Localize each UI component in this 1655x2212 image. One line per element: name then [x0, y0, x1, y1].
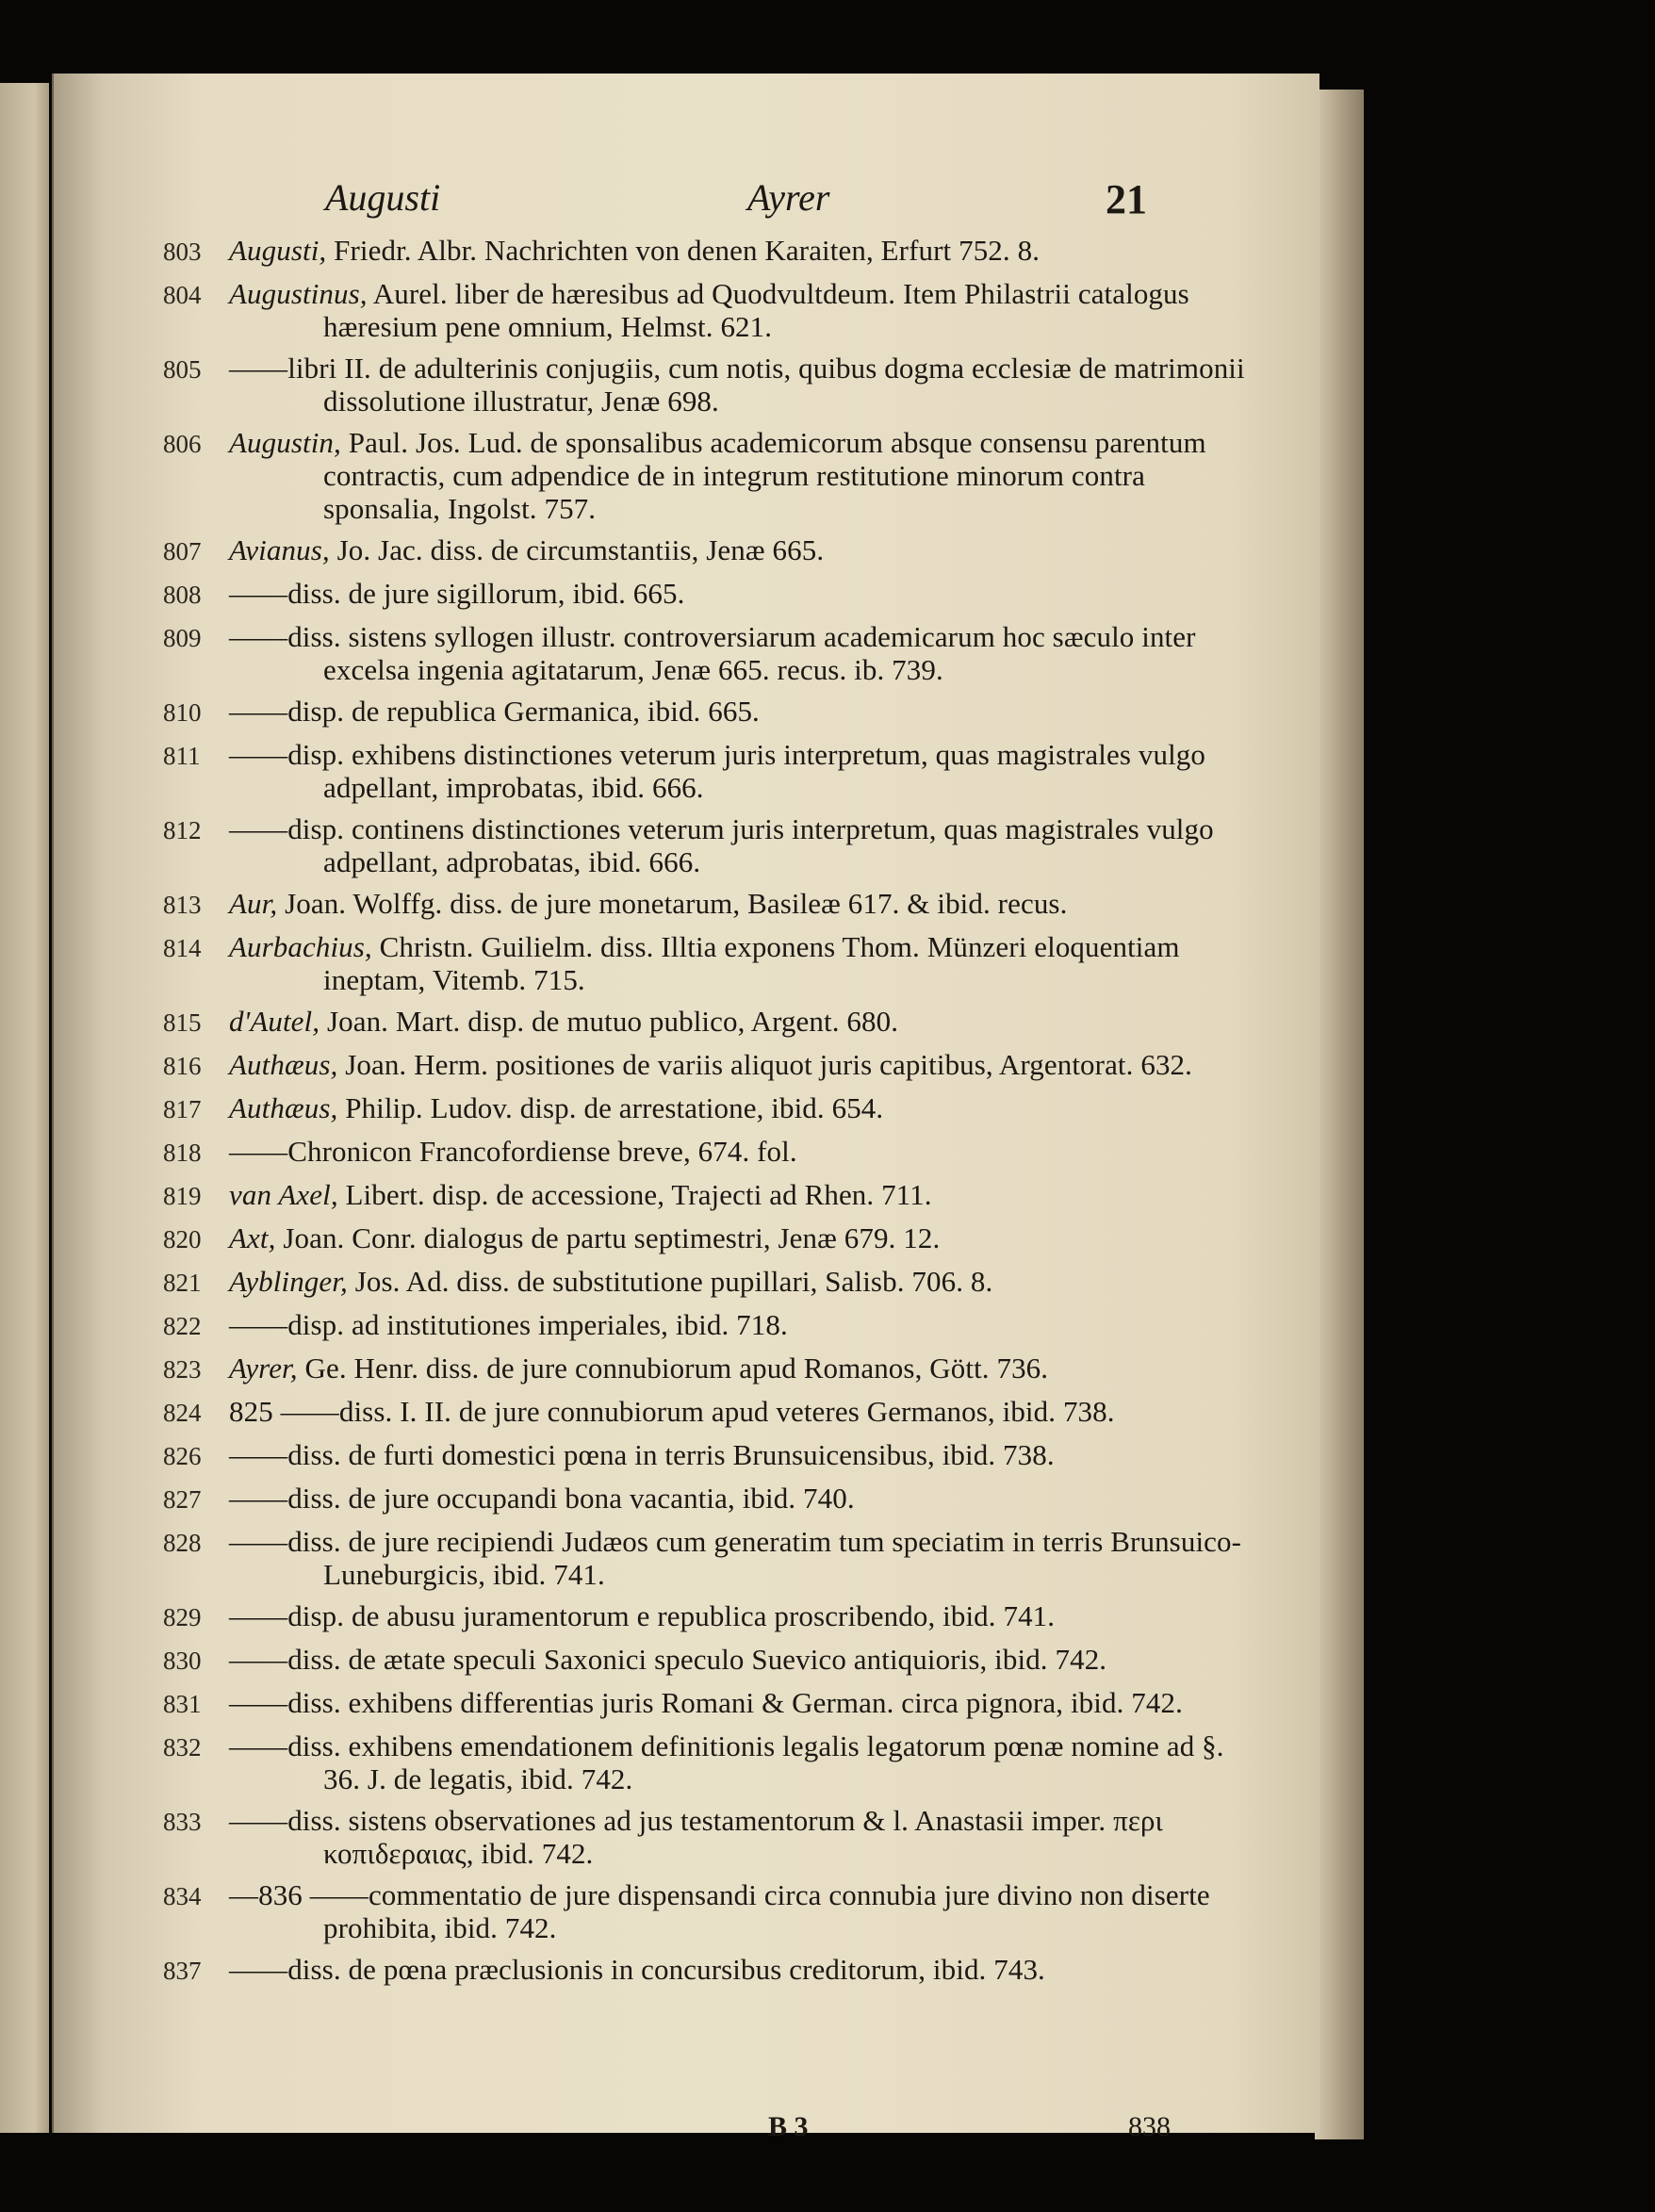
- entry-number: 803: [163, 238, 202, 266]
- entry-row: [163, 1308, 1266, 1343]
- entry-row: [163, 1482, 1266, 1516]
- entry-row: [163, 695, 1266, 729]
- entry-row: [163, 1091, 1266, 1126]
- entry-text: [229, 1308, 1266, 1341]
- entry-description: ——libri II. de adulterinis conjugiis, cum notis, quibus dogma ecclesiæ de matrimonii dissolutione illustratur, Jenæ 698.: [229, 352, 1245, 418]
- entry-text: [229, 1135, 1266, 1168]
- entry-row: [163, 1005, 1266, 1040]
- entry-text: [229, 234, 1266, 267]
- entry-description: ——disp. continens distinctiones veterum juris interpretum, quas magistrales vulgo adpellant, adprobatas, ibid. 666.: [229, 812, 1214, 878]
- entry-number: 833: [163, 1808, 202, 1836]
- entry-row: [163, 1265, 1266, 1300]
- author-name: Aurbachius,: [229, 930, 372, 963]
- author-name: Authæus,: [229, 1048, 338, 1081]
- entry-description: ——diss. de jure recipiendi Judæos cum generatim tum speciatim in terris Brunsuico-Luneburgicis, ibid. 741.: [229, 1525, 1242, 1591]
- entry-number: 812: [163, 816, 202, 844]
- author-name: Augustinus,: [229, 277, 368, 310]
- entry-row: [163, 1135, 1266, 1170]
- entry-description: ——diss. exhibens differentias juris Romani & German. circa pignora, ibid. 742.: [229, 1686, 1183, 1719]
- entry-number: 820: [163, 1225, 202, 1253]
- entry-row: [163, 1048, 1266, 1083]
- entry-row: [163, 533, 1266, 568]
- entry-number: 822: [163, 1312, 202, 1340]
- entry-text: [229, 1091, 1266, 1124]
- entry-description: Joan. Conr. dialogus de partu septimestri, Jenæ 679. 12.: [275, 1221, 941, 1254]
- entry-row: [163, 1878, 1266, 1944]
- entry-row: [163, 887, 1266, 922]
- entry-row: [163, 1438, 1266, 1473]
- entry-text: [229, 887, 1266, 920]
- entry-description: ——diss. exhibens emendationem definitionis legalis legatorum pœnæ nomine ad §. 36. J. de legatis, ibid. 742.: [229, 1729, 1224, 1795]
- entry-number: 810: [163, 698, 202, 727]
- entry-row: [163, 1686, 1266, 1721]
- entry-description: Jos. Ad. diss. de substitutione pupillari, Salisb. 706. 8.: [347, 1265, 993, 1298]
- page-number: 21: [1106, 176, 1147, 222]
- entry-text: [229, 738, 1266, 804]
- entry-row: [163, 577, 1266, 612]
- entry-description: ——diss. de jure occupandi bona vacantia, ibid. 740.: [229, 1482, 855, 1515]
- entry-number: 818: [163, 1139, 202, 1167]
- entry-row: [163, 930, 1266, 996]
- entry-text: [229, 1395, 1266, 1428]
- entry-text: [229, 1178, 1266, 1211]
- entry-text: [229, 1599, 1266, 1632]
- entry-number: 821: [163, 1269, 202, 1297]
- entry-row: [163, 812, 1266, 878]
- entry-row: [163, 1221, 1266, 1256]
- author-name: Aur,: [229, 887, 278, 920]
- entry-number: 815: [163, 1008, 202, 1037]
- entry-text: [229, 1729, 1266, 1795]
- entry-description: —836 ——commentatio de jure dispensandi circa connubia jure divino non diserte prohibita, ibid. 742.: [229, 1878, 1210, 1944]
- entry-row: [163, 1953, 1266, 1988]
- entry-text: [229, 277, 1266, 343]
- entry-number: 819: [163, 1182, 202, 1210]
- author-name: Authæus,: [229, 1091, 338, 1124]
- author-name: Axt,: [229, 1221, 276, 1254]
- author-name: d'Autel,: [229, 1005, 320, 1038]
- entry-row: [163, 1599, 1266, 1634]
- entry-number: 811: [163, 742, 201, 770]
- entry-number: 806: [163, 430, 202, 458]
- entry-text: [229, 533, 1266, 566]
- entry-row: [163, 1352, 1266, 1386]
- entry-number: 814: [163, 934, 202, 962]
- entry-text: [229, 426, 1266, 525]
- entry-list: [163, 234, 1266, 1996]
- entry-number: 813: [163, 891, 202, 919]
- author-name: Augusti,: [229, 234, 327, 267]
- entry-description: Joan. Mart. disp. de mutuo publico, Argent. 680.: [320, 1005, 899, 1038]
- entry-number: 834: [163, 1882, 202, 1910]
- entry-text: [229, 1878, 1266, 1944]
- entry-row: [163, 1804, 1266, 1870]
- entry-description: ——diss. de pœna præclusionis in concursibus creditorum, ibid. 743.: [229, 1953, 1045, 1986]
- entry-row: [163, 1643, 1266, 1678]
- signature-mark: B 3: [768, 2111, 809, 2142]
- entry-row: [163, 352, 1266, 418]
- book-cover-edge: [1315, 90, 1364, 2139]
- author-name: Ayrer,: [229, 1352, 298, 1385]
- author-name: Ayblinger,: [229, 1265, 348, 1298]
- entry-description: Aurel. liber de hæresibus ad Quodvultdeum. Item Philastrii catalogus hæresium pene omnium, Helmst. 621.: [323, 277, 1189, 343]
- entry-description: ——Chronicon Francofordiense breve, 674. fol.: [229, 1135, 797, 1168]
- entry-description: ——diss. sistens syllogen illustr. controversiarum academicarum hoc sæculo inter excelsa ingenia agitatarum, Jenæ 665. recus. ib. 739.: [229, 620, 1196, 686]
- entry-text: [229, 930, 1266, 996]
- entry-number: 826: [163, 1442, 202, 1470]
- entry-description: ——diss. de jure sigillorum, ibid. 665.: [229, 577, 685, 610]
- entry-text: [229, 1221, 1266, 1254]
- entry-number: 804: [163, 281, 202, 309]
- entry-text: [229, 1686, 1266, 1719]
- author-name: van Axel,: [229, 1178, 338, 1211]
- entry-number: 805: [163, 355, 202, 384]
- entry-description: Christn. Guilielm. diss. Illtia exponens Thom. Münzeri eloquentiam ineptam, Vitemb. 715.: [323, 930, 1180, 996]
- entry-text: [229, 1438, 1266, 1471]
- entry-row: [163, 1178, 1266, 1213]
- entry-row: [163, 234, 1266, 269]
- entry-description: Paul. Jos. Lud. de sponsalibus academicorum absque consensu parentum contractis, cum adpendice de in integrum restitutione minorum contra sponsalia, Ingolst. 757.: [323, 426, 1206, 525]
- entry-description: ——diss. sistens observationes ad jus testamentorum & l. Anastasii imper. περι κοπιδεραιας, ibid. 742.: [229, 1804, 1163, 1870]
- entry-description: ——disp. de republica Germanica, ibid. 665.: [229, 695, 760, 728]
- entry-description: ——diss. de furti domestici pœna in terris Brunsuicensibus, ibid. 738.: [229, 1438, 1055, 1471]
- entry-row: [163, 738, 1266, 804]
- entry-number: 817: [163, 1095, 202, 1123]
- entry-text: [229, 620, 1266, 686]
- entry-description: Joan. Herm. positiones de variis aliquot juris capitibus, Argentorat. 632.: [337, 1048, 1192, 1081]
- entry-number: 837: [163, 1957, 202, 1985]
- author-name: Augustin,: [229, 426, 341, 459]
- entry-description: Philip. Ludov. disp. de arrestatione, ibid. 654.: [337, 1091, 884, 1124]
- entry-text: [229, 1953, 1266, 1986]
- running-head-left: Augusti: [325, 176, 441, 219]
- entry-text: [229, 577, 1266, 610]
- book-page: [52, 74, 1319, 2142]
- entry-text: [229, 352, 1266, 418]
- entry-description: Libert. disp. de accessione, Trajecti ad Rhen. 711.: [337, 1178, 932, 1211]
- entry-row: [163, 1525, 1266, 1591]
- entry-row: [163, 1395, 1266, 1430]
- entry-description: ——disp. ad institutiones imperiales, ibid. 718.: [229, 1308, 788, 1341]
- entry-text: [229, 1482, 1266, 1515]
- entry-number: 829: [163, 1603, 202, 1631]
- entry-text: [229, 1005, 1266, 1038]
- running-head-center: Ayrer: [747, 176, 830, 219]
- entry-description: ——diss. de ætate speculi Saxonici speculo Suevico antiquioris, ibid. 742.: [229, 1643, 1107, 1676]
- catchword: 838: [1128, 2111, 1171, 2142]
- entry-row: [163, 1729, 1266, 1795]
- entry-text: [229, 812, 1266, 878]
- entry-number: 809: [163, 624, 202, 652]
- entry-number: 807: [163, 537, 202, 565]
- entry-description: ——disp. de abusu juramentorum e republica proscribendo, ibid. 741.: [229, 1599, 1056, 1632]
- entry-number: 831: [163, 1690, 202, 1718]
- entry-number: 816: [163, 1052, 202, 1080]
- entry-description: Ge. Henr. diss. de jure connubiorum apud Romanos, Gött. 736.: [297, 1352, 1049, 1385]
- entry-row: [163, 277, 1266, 343]
- entry-number: 828: [163, 1529, 202, 1557]
- previous-page-edge: [0, 83, 49, 2133]
- entry-description: 825 ——diss. I. II. de jure connubiorum apud veteres Germanos, ibid. 738.: [229, 1395, 1115, 1428]
- entry-text: [229, 1265, 1266, 1298]
- entry-row: [163, 426, 1266, 525]
- entry-description: Joan. Wolffg. diss. de jure monetarum, Basileæ 617. & ibid. recus.: [277, 887, 1068, 920]
- entry-number: 823: [163, 1355, 202, 1384]
- entry-text: [229, 1525, 1266, 1591]
- page-gutter: [52, 74, 54, 2133]
- entry-number: 832: [163, 1733, 202, 1761]
- entry-text: [229, 1643, 1266, 1676]
- entry-number: 827: [163, 1485, 202, 1514]
- entry-text: [229, 1048, 1266, 1081]
- entry-number: 824: [163, 1399, 202, 1427]
- entry-description: ——disp. exhibens distinctiones veterum juris interpretum, quas magistrales vulgo adpellant, improbatas, ibid. 666.: [229, 738, 1205, 804]
- author-name: Avianus,: [229, 533, 330, 566]
- entry-description: Jo. Jac. diss. de circumstantiis, Jenæ 665.: [329, 533, 825, 566]
- entry-text: [229, 1804, 1266, 1870]
- entry-number: 808: [163, 581, 202, 609]
- entry-description: Friedr. Albr. Nachrichten von denen Karaiten, Erfurt 752. 8.: [326, 234, 1041, 267]
- entry-text: [229, 695, 1266, 728]
- entry-row: [163, 620, 1266, 686]
- entry-number: 830: [163, 1647, 202, 1675]
- entry-text: [229, 1352, 1266, 1385]
